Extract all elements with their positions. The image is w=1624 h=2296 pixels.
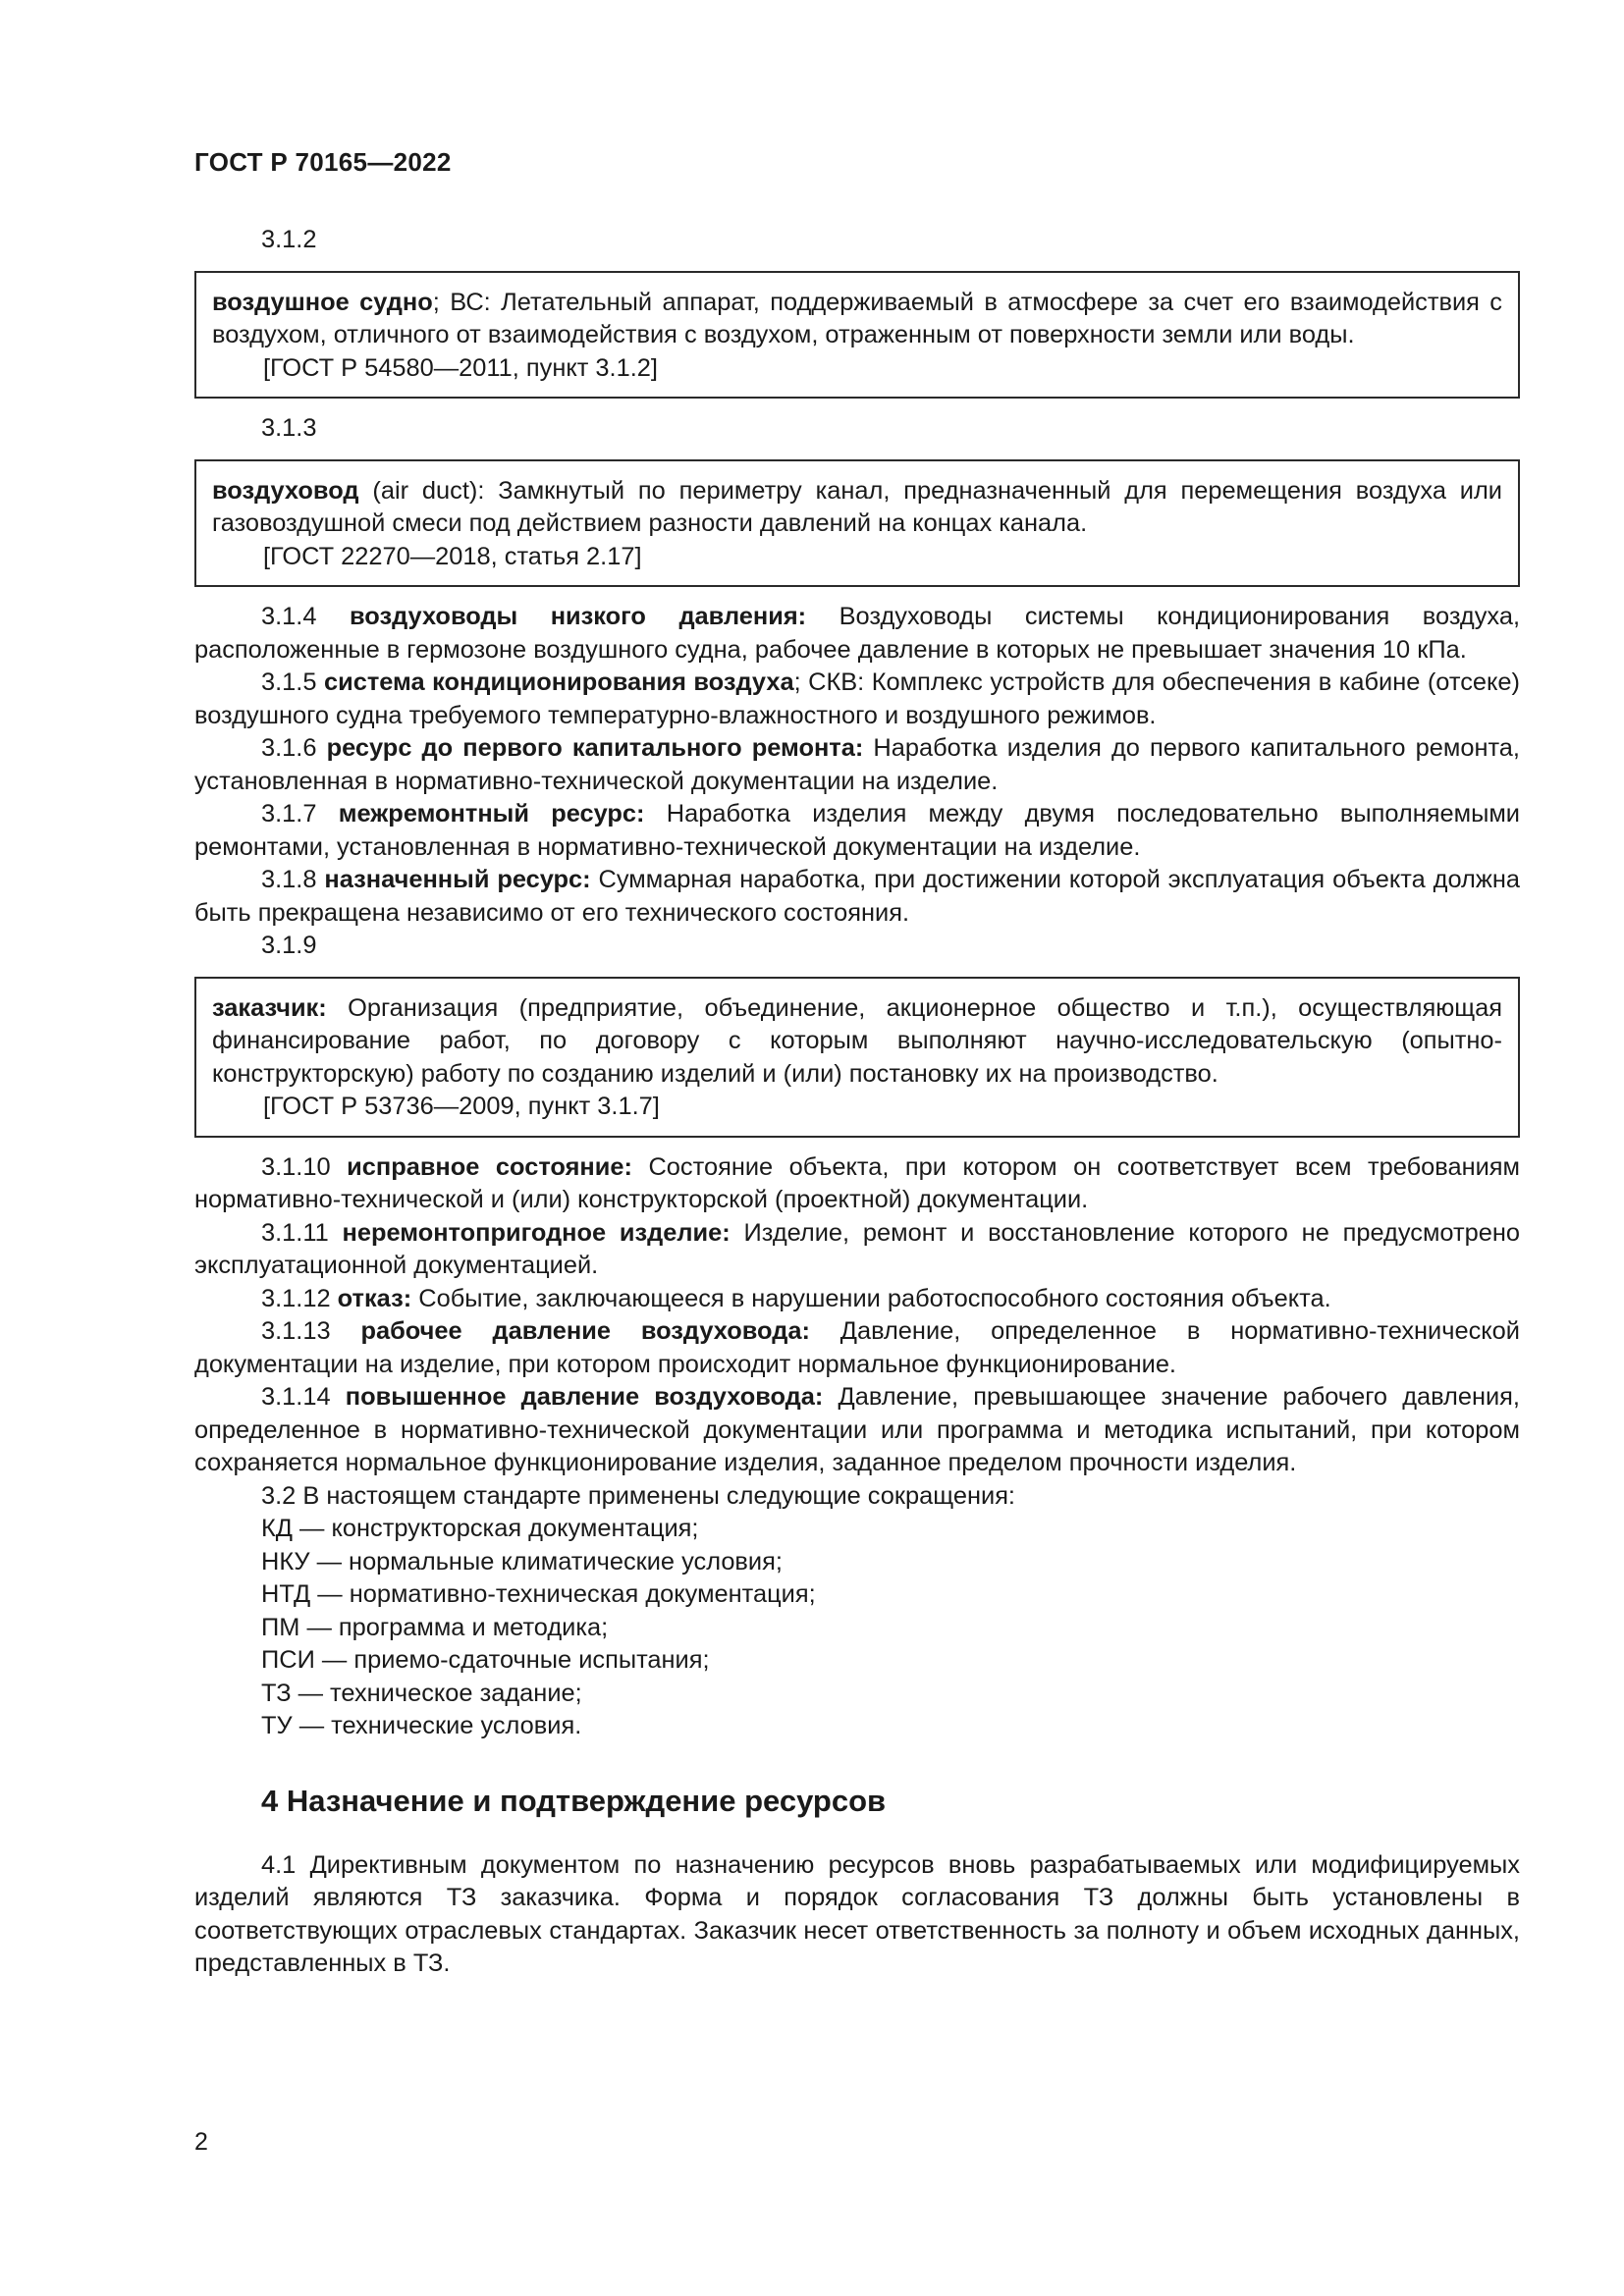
term-number: 3.1.8 xyxy=(261,866,317,893)
term-definition: ; СКВ: Комплекс устройств для обеспечения в кабине (отсеке) воздушного судна требуемого температурно-влажностного и воздушного режимов. xyxy=(194,668,1520,729)
term-title: воздушное судно xyxy=(212,288,433,316)
term-paragraph xyxy=(194,798,1520,864)
term-title: система кондиционирования воздуха xyxy=(323,668,794,696)
abbreviation-item: ПСИ — приемо-сдаточные испытания; xyxy=(261,1646,710,1674)
term-source: [ГОСТ Р 54580—2011, пункт 3.1.2] xyxy=(263,353,658,382)
term-paragraph xyxy=(194,732,1520,798)
term-definition: ; ВС: Летательный аппарат, поддерживаемый в атмосфере за счет его взаимодействия с воздухом, отличного от взаимодействия с воздухом, отраженным от поверхности земли или воды. xyxy=(212,288,1503,348)
term-definition: Воздуховоды системы кондиционирования воздуха, расположенные в гермозоне воздушного судна, рабочее давление в которых не превышает значения 10 кПа. xyxy=(194,603,1520,664)
term-title: ресурс до первого капитального ремонта: xyxy=(326,734,864,762)
term-paragraph xyxy=(194,1283,1520,1316)
term-title: отказ: xyxy=(337,1284,412,1312)
term-title: воздуховод xyxy=(212,476,359,505)
term-number: 3.1.6 xyxy=(261,734,317,762)
term-paragraph xyxy=(194,1151,1520,1217)
term-paragraph xyxy=(194,667,1520,732)
term-title: исправное состояние: xyxy=(347,1152,632,1181)
term-number: 3.1.7 xyxy=(261,800,317,828)
document-body xyxy=(194,224,1520,1981)
term-title: межремонтный ресурс: xyxy=(338,800,645,828)
document-header: ГОСТ Р 70165—2022 xyxy=(194,147,452,177)
term-number: 3.1.4 xyxy=(261,603,317,630)
term-definition: Давление, превышающее значение рабочего давления, определенное в нормативно-технической документации или программа и методика испытаний, при котором сохраняется нормальное функционирование изделия, заданное пределом прочности изделия. xyxy=(194,1383,1520,1476)
abbreviations-intro: 3.2 В настоящем стандарте применены следующие сокращения: xyxy=(261,1481,1015,1510)
section-paragraph: 4.1 Директивным документом по назначению ресурсов вновь разрабатываемых или модифицируемых изделий являются ТЗ заказчика. Форма и порядок согласования ТЗ должны быть установлены в соответствующих отраслевых стандартах. Заказчик несет ответственность за полноту и объем исходных данных, представленных в ТЗ. xyxy=(194,1850,1520,1977)
term-title: повышенное давление воздуховода: xyxy=(345,1383,824,1411)
term-number: 3.1.13 xyxy=(261,1317,331,1345)
term-number: 3.1.5 xyxy=(261,668,317,696)
term-number: 3.1.2 xyxy=(261,226,317,253)
term-number: 3.1.11 xyxy=(261,1218,329,1247)
term-source: [ГОСТ Р 53736—2009, пункт 3.1.7] xyxy=(263,1093,660,1120)
term-paragraph xyxy=(194,601,1520,667)
term-definition: Событие, заключающееся в нарушении работоспособного состояния объекта. xyxy=(411,1284,1331,1312)
term-title: воздуховоды низкого давления: xyxy=(350,603,807,630)
term-number: 3.1.14 xyxy=(261,1383,331,1411)
term-source: [ГОСТ 22270—2018, статья 2.17] xyxy=(263,542,642,570)
term-paragraph xyxy=(194,1315,1520,1381)
term-paragraph xyxy=(194,864,1520,930)
term-number: 3.1.9 xyxy=(261,932,317,959)
term-box-air-duct xyxy=(194,459,1520,588)
section-heading: 4 Назначение и подтверждение ресурсов xyxy=(261,1783,887,1818)
page-number: 2 xyxy=(194,2128,208,2156)
term-definition: Наработка изделия между двумя последовательно выполняемыми ремонтами, установленная в нормативно-технической документации на изделие. xyxy=(194,800,1520,861)
abbreviation-item: ПМ — программа и методика; xyxy=(261,1613,609,1641)
term-box-aircraft xyxy=(194,271,1520,400)
term-title: назначенный ресурс: xyxy=(324,866,591,893)
term-title: рабочее давление воздуховода: xyxy=(360,1317,810,1345)
term-definition: Изделие, ремонт и восстановление которого не предусмотрено эксплуатационной документацией. xyxy=(194,1218,1520,1279)
term-definition: (air duct): Замкнутый по периметру канал, предназначенный для перемещения воздуха или газовоздушной смеси под действием разности давлений на концах канала. xyxy=(212,476,1502,537)
term-definition: Состояние объекта, при котором он соответствует всем требованиям нормативно-технической и (или) конструкторской (проектной) документации. xyxy=(194,1152,1520,1213)
abbreviation-item: ТЗ — техническое задание; xyxy=(261,1679,582,1707)
term-number: 3.1.10 xyxy=(261,1152,331,1181)
term-definition: Наработка изделия до первого капитального ремонта, установленная в нормативно-технической документации на изделие. xyxy=(194,734,1520,795)
term-box-customer xyxy=(194,977,1520,1138)
term-definition: Организация (предприятие, объединение, акционерное общество и т.п.), осуществляющая финансирование работ, по договору с которым выполняют научно-исследовательскую (опытно-конструкторскую) работу по созданию изделий и (или) постановку их на производство. xyxy=(212,993,1502,1088)
term-paragraph xyxy=(194,1381,1520,1480)
term-paragraph xyxy=(194,1217,1520,1283)
abbreviation-item: НКУ — нормальные климатические условия; xyxy=(261,1547,783,1575)
term-number: 3.1.3 xyxy=(261,414,317,442)
term-number: 3.1.12 xyxy=(261,1284,331,1312)
abbreviation-item: ТУ — технические условия. xyxy=(261,1712,582,1739)
abbreviation-item: НТД — нормативно-техническая документация; xyxy=(261,1580,816,1608)
term-definition: Суммарная наработка, при достижении которой эксплуатация объекта должна быть прекращена независимо от его технического состояния. xyxy=(194,866,1520,927)
term-title: заказчик: xyxy=(212,993,327,1022)
term-title: неремонтопригодное изделие: xyxy=(342,1218,731,1247)
term-definition: Давление, определенное в нормативно-технической документации на изделие, при котором происходит нормальное функционирование. xyxy=(194,1317,1520,1378)
abbreviation-item: КД — конструкторская документация; xyxy=(261,1515,699,1542)
